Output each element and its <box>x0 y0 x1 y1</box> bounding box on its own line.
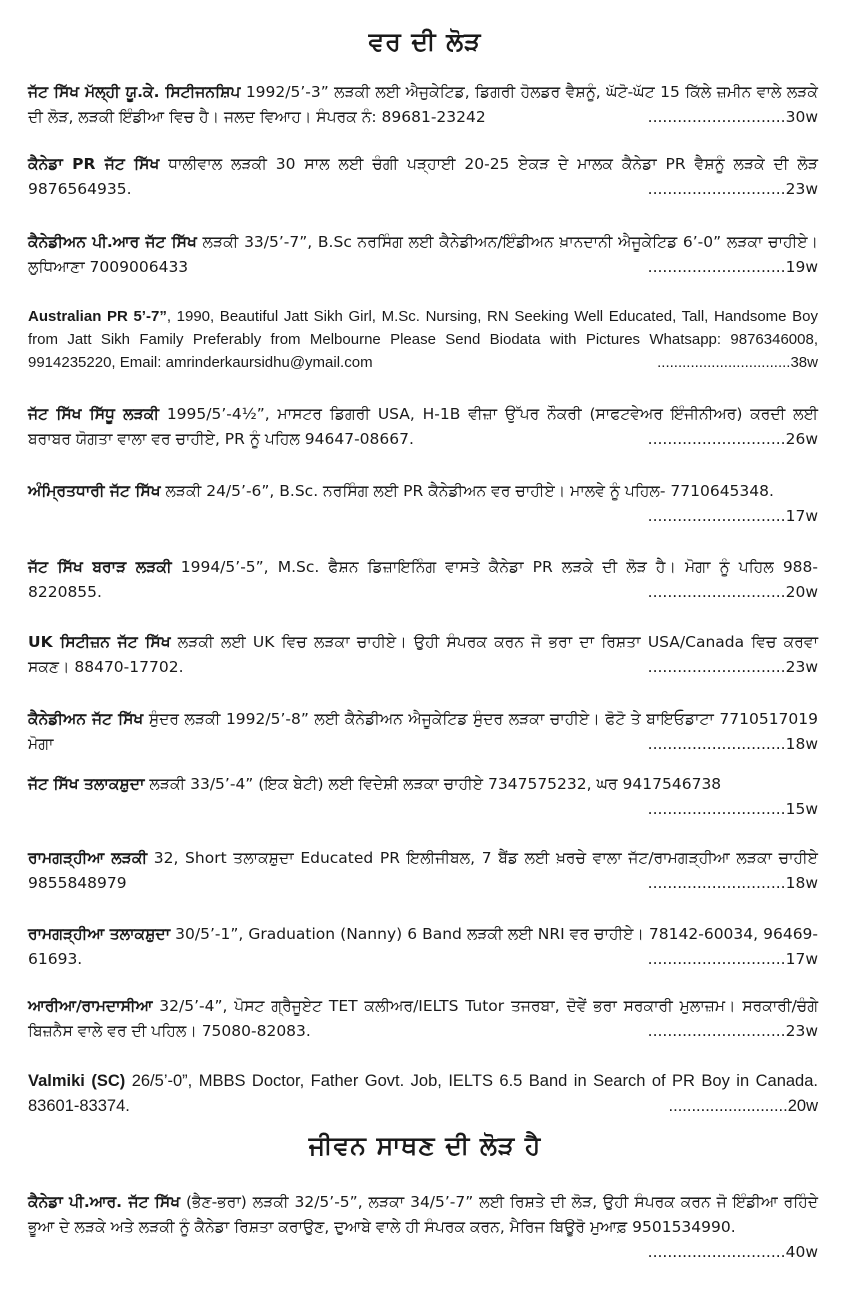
classified-ad <box>28 772 818 822</box>
classified-ad <box>28 402 818 452</box>
ad-text: , 1990, Beautiful Jatt Sikh Girl, M.Sc. Nursing, RN Seeking Well Educated, Tall, Handsome Boy from Jatt Sikh Family Preferably from Melbourne Please Send Biodata with Pictures Whatsapp: 9876346008, 9914235220, Email: amrinderkaursidhu@ymail.com <box>28 308 819 371</box>
ad-text: 32/5’-4”, ਪੋਸਟ ਗ੍ਰੈਜੂਏਟ TET ਕਲੀਅਰ/IELTS Tutor ਤਜਰਬਾ, ਦੋਵੇਂ ਭਰਾ ਸਰਕਾਰੀ ਮੁਲਾਜ਼ਮ। ਸਰਕਾਰੀ/ਚੰਗੇ ਬਿਜ਼ਨੈਸ ਵਾਲੇ ਵਰ ਦੀ ਪਹਿਲ। 75080-82083. <box>28 997 818 1040</box>
ad-text: ਲੜਕੀ 24/5’-6”, B.Sc. ਨਰਸਿੰਗ ਲਈ PR ਕੈਨੇਡੀਅਨ ਵਰ ਚਾਹੀਏ। ਮਾਲਵੇ ਨੂੰ ਪਹਿਲ- 7710645348. <box>160 482 774 500</box>
ad-lead: ਜੱਟ ਸਿੱਖ ਮੱਲ੍ਹੀ ਯੂ.ਕੇ. ਸਿਟੀਜਨਸ਼ਿਪ <box>28 83 241 101</box>
classified-ad <box>28 479 818 529</box>
ad-lead: ਕੈਨੇਡੀਅਨ ਜੱਟ ਸਿੱਖ <box>28 710 144 728</box>
classified-ad <box>28 555 818 605</box>
ad-lead: Valmiki (SC) <box>28 1072 126 1090</box>
ad-text: ਲੜਕੀ ਲਈ UK ਵਿਚ ਲੜਕਾ ਚਾਹੀਏ। ਉਹੀ ਸੰਪਰਕ ਕਰਨ ਜੋ ਭਰਾ ਦਾ ਰਿਸ਼ਤਾ USA/Canada ਵਿਚ ਕਰਵਾ ਸਕਣ। 88470-17702. <box>28 633 818 676</box>
classified-ad <box>28 305 818 374</box>
ad-lead: ਕੈਨੇਡੀਅਨ ਪੀ.ਆਰ ਜੱਟ ਸਿੱਖ <box>28 233 197 251</box>
ad-text: ਲੜਕੀ 33/5’-7”, B.Sc ਨਰਸਿੰਗ ਲਈ ਕੈਨੇਡੀਅਨ/ਇੰਡੀਅਨ ਖ਼ਾਨਦਾਨੀ ਐਜੂਕੇਟਿਡ 6’-0” ਲੜਕਾ ਚਾਹੀਏ। ਲੁਧਿਆਣਾ 7009006433 <box>28 233 818 276</box>
classified-ad <box>28 630 818 680</box>
classified-ad <box>28 707 818 757</box>
ad-lead: ਰਾਮਗੜ੍ਹੀਆ ਲੜਕੀ <box>28 849 148 867</box>
classified-ad <box>28 230 818 280</box>
section-heading-jeevan-sathan: ਜੀਵਨ ਸਾਥਣ ਦੀ ਲੋੜ ਹੈ <box>308 1131 542 1160</box>
classified-ad <box>28 80 818 130</box>
ad-lead: ਆਰੀਆ/ਰਾਮਦਾਸੀਆ <box>28 997 153 1015</box>
ad-lead: ਅੰਮ੍ਰਿਤਧਾਰੀ ਜੱਟ ਸਿੱਖ <box>28 482 161 500</box>
ad-lead: ਕੈਨੇਡਾ PR ਜੱਟ ਸਿੱਖ <box>28 155 160 173</box>
ad-code: ............................23w <box>647 658 818 676</box>
ad-code: ............................20w <box>647 583 818 601</box>
ad-code: ............................17w <box>647 950 818 968</box>
ad-code: ................................38w <box>657 354 818 371</box>
ad-code: ............................40w <box>647 1243 818 1261</box>
ad-code: ............................26w <box>647 430 818 448</box>
ad-code: ............................18w <box>647 735 818 753</box>
classified-ad <box>28 152 818 202</box>
ad-code: ............................19w <box>647 258 818 276</box>
ad-lead: ਜੱਟ ਸਿੱਖ ਬਰਾੜ ਲੜਕੀ <box>28 558 172 576</box>
classified-ad <box>28 994 818 1044</box>
ad-lead: ਰਾਮਗੜ੍ਹੀਆ ਤਲਾਕਸ਼ੁਦਾ <box>28 925 171 943</box>
ad-text: ਲੜਕੀ 33/5’-4” (ਇਕ ਬੇਟੀ) ਲਈ ਵਿਦੇਸ਼ੀ ਲੜਕਾ ਚਾਹੀਏ 7347575232, ਘਰ 9417546738 <box>144 775 722 793</box>
section-heading-var-di-lod: ਵਰ ਦੀ ਲੋੜ <box>368 27 482 56</box>
ad-lead: ਕੈਨੇਡਾ ਪੀ.ਆਰ. ਜੱਟ ਸਿੱਖ <box>28 1193 181 1211</box>
ad-text: (ਭੈਣ-ਭਰਾ) ਲੜਕੀ 32/5’-5”, ਲੜਕਾ 34/5’-7” ਲਈ ਰਿਸ਼ਤੇ ਦੀ ਲੋੜ, ਉਹੀ ਸੰਪਰਕ ਕਰਨ ਜੋ ਇੰਡੀਆ ਰਹਿੰਦੇ ਭੂਆ ਦੇ ਲੜਕੇ ਅਤੇ ਲੜਕੀ ਨੂੰ ਕੈਨੇਡਾ ਰਿਸ਼ਤਾ ਕਰਾਉਣ, ਦੁਆਬੇ ਵਾਲੇ ਹੀ ਸੰਪਰਕ ਕਰਨ, ਮੈਰਿਜ ਬਿਊਰੋ ਮੁਆਫ਼ 9501534990. <box>28 1193 818 1236</box>
ad-text: 26/5’-0”, MBBS Doctor, Father Govt. Job, IELTS 6.5 Band in Search of PR Boy in Canada. 83601-83374. <box>28 1072 818 1115</box>
ad-text: 1995/5’-4½”, ਮਾਸਟਰ ਡਿਗਰੀ USA, H-1B ਵੀਜ਼ਾ ਉੱਪਰ ਨੌਕਰੀ (ਸਾਫਟਵੇਅਰ ਇੰਜੀਨੀਅਰ) ਕਰਦੀ ਲਈ ਬਰਾਬਰ ਯੋਗਤਾ ਵਾਲਾ ਵਰ ਚਾਹੀਏ, PR ਨੂੰ ਪਹਿਲ 94647-08667. <box>28 405 818 448</box>
ad-code: ..........................20w <box>668 1097 818 1115</box>
ad-lead: ਜੱਟ ਸਿੱਖ ਤਲਾਕਸ਼ੁਦਾ <box>28 775 145 793</box>
classified-ad <box>28 846 818 896</box>
ad-text: 1994/5’-5”, M.Sc. ਫੈਸ਼ਨ ਡਿਜ਼ਾਇਨਿੰਗ ਵਾਸਤੇ ਕੈਨੇਡਾ PR ਲੜਕੇ ਦੀ ਲੋੜ ਹੈ। ਮੋਗਾ ਨੂੰ ਪਹਿਲ 988- 8220855. <box>28 558 819 601</box>
ad-code: ............................23w <box>647 180 818 198</box>
ad-text: 1992/5’-3” ਲੜਕੀ ਲਈ ਐਜੁਕੇਟਿਡ, ਡਿਗਰੀ ਹੋਲਡਰ ਵੈਸ਼ਨੂੰ, ਘੱਟੋ-ਘੱਟ 15 ਕਿੱਲੇ ਜ਼ਮੀਨ ਵਾਲੇ ਲੜਕੇ ਦੀ ਲੋੜ, ਲੜਕੀ ਇੰਡੀਆ ਵਿਚ ਹੈ। ਜਲਦ ਵਿਆਹ। ਸੰਪਰਕ ਨੰ: 89681-23242 <box>28 83 818 126</box>
classified-ad <box>28 922 818 972</box>
ad-code: ............................18w <box>647 874 818 892</box>
ad-text: ਧਾਲੀਵਾਲ ਲੜਕੀ 30 ਸਾਲ ਲਈ ਚੰਗੀ ਪੜ੍ਹਾਈ 20-25 ਏਕੜ ਦੇ ਮਾਲਕ ਕੈਨੇਡਾ PR ਵੈਸ਼ਨੂੰ ਲੜਕੇ ਦੀ ਲੋੜ 9876564935. <box>28 155 818 198</box>
ad-text: ਸੁੰਦਰ ਲੜਕੀ 1992/5’-8” ਲਈ ਕੈਨੇਡੀਅਨ ਐਜੂਕੇਟਿਡ ਸੁੰਦਰ ਲੜਕਾ ਚਾਹੀਏ। ਫੋਟੋ ਤੇ ਬਾਇਓਡਾਟਾ 7710517019 ਮੋਗਾ <box>28 710 819 753</box>
ad-lead: UK ਸਿਟੀਜ਼ਨ ਜੱਟ ਸਿੱਖ <box>28 633 171 651</box>
ad-code: ............................23w <box>647 1022 818 1040</box>
ad-lead: Australian PR 5’-7” <box>28 308 167 325</box>
ad-lead: ਜੱਟ ਸਿੱਖ ਸਿੱਧੂ ਲੜਕੀ <box>28 405 159 423</box>
ad-text: 32, Short ਤਲਾਕਸ਼ੁਦਾ Educated PR ਇਲੀਜੀਬਲ, 7 ਬੈਂਡ ਲਈ ਖ਼ਰਚੇ ਵਾਲਾ ਜੱਟ/ਰਾਮਗੜ੍ਹੀਆ ਲੜਕਾ ਚਾਹੀਏ 9855848979 <box>28 849 818 892</box>
ad-code: ............................30w <box>647 108 818 126</box>
ad-code: ............................17w <box>647 507 818 525</box>
ad-text: 30/5’-1”, Graduation (Nanny) 6 Band ਲੜਕੀ ਲਈ NRI ਵਰ ਚਾਹੀਏ। 78142-60034, 96469-61693. <box>28 925 819 968</box>
classified-ad <box>28 1190 818 1265</box>
ad-code: ............................15w <box>647 800 818 818</box>
classified-ad <box>28 1069 818 1119</box>
